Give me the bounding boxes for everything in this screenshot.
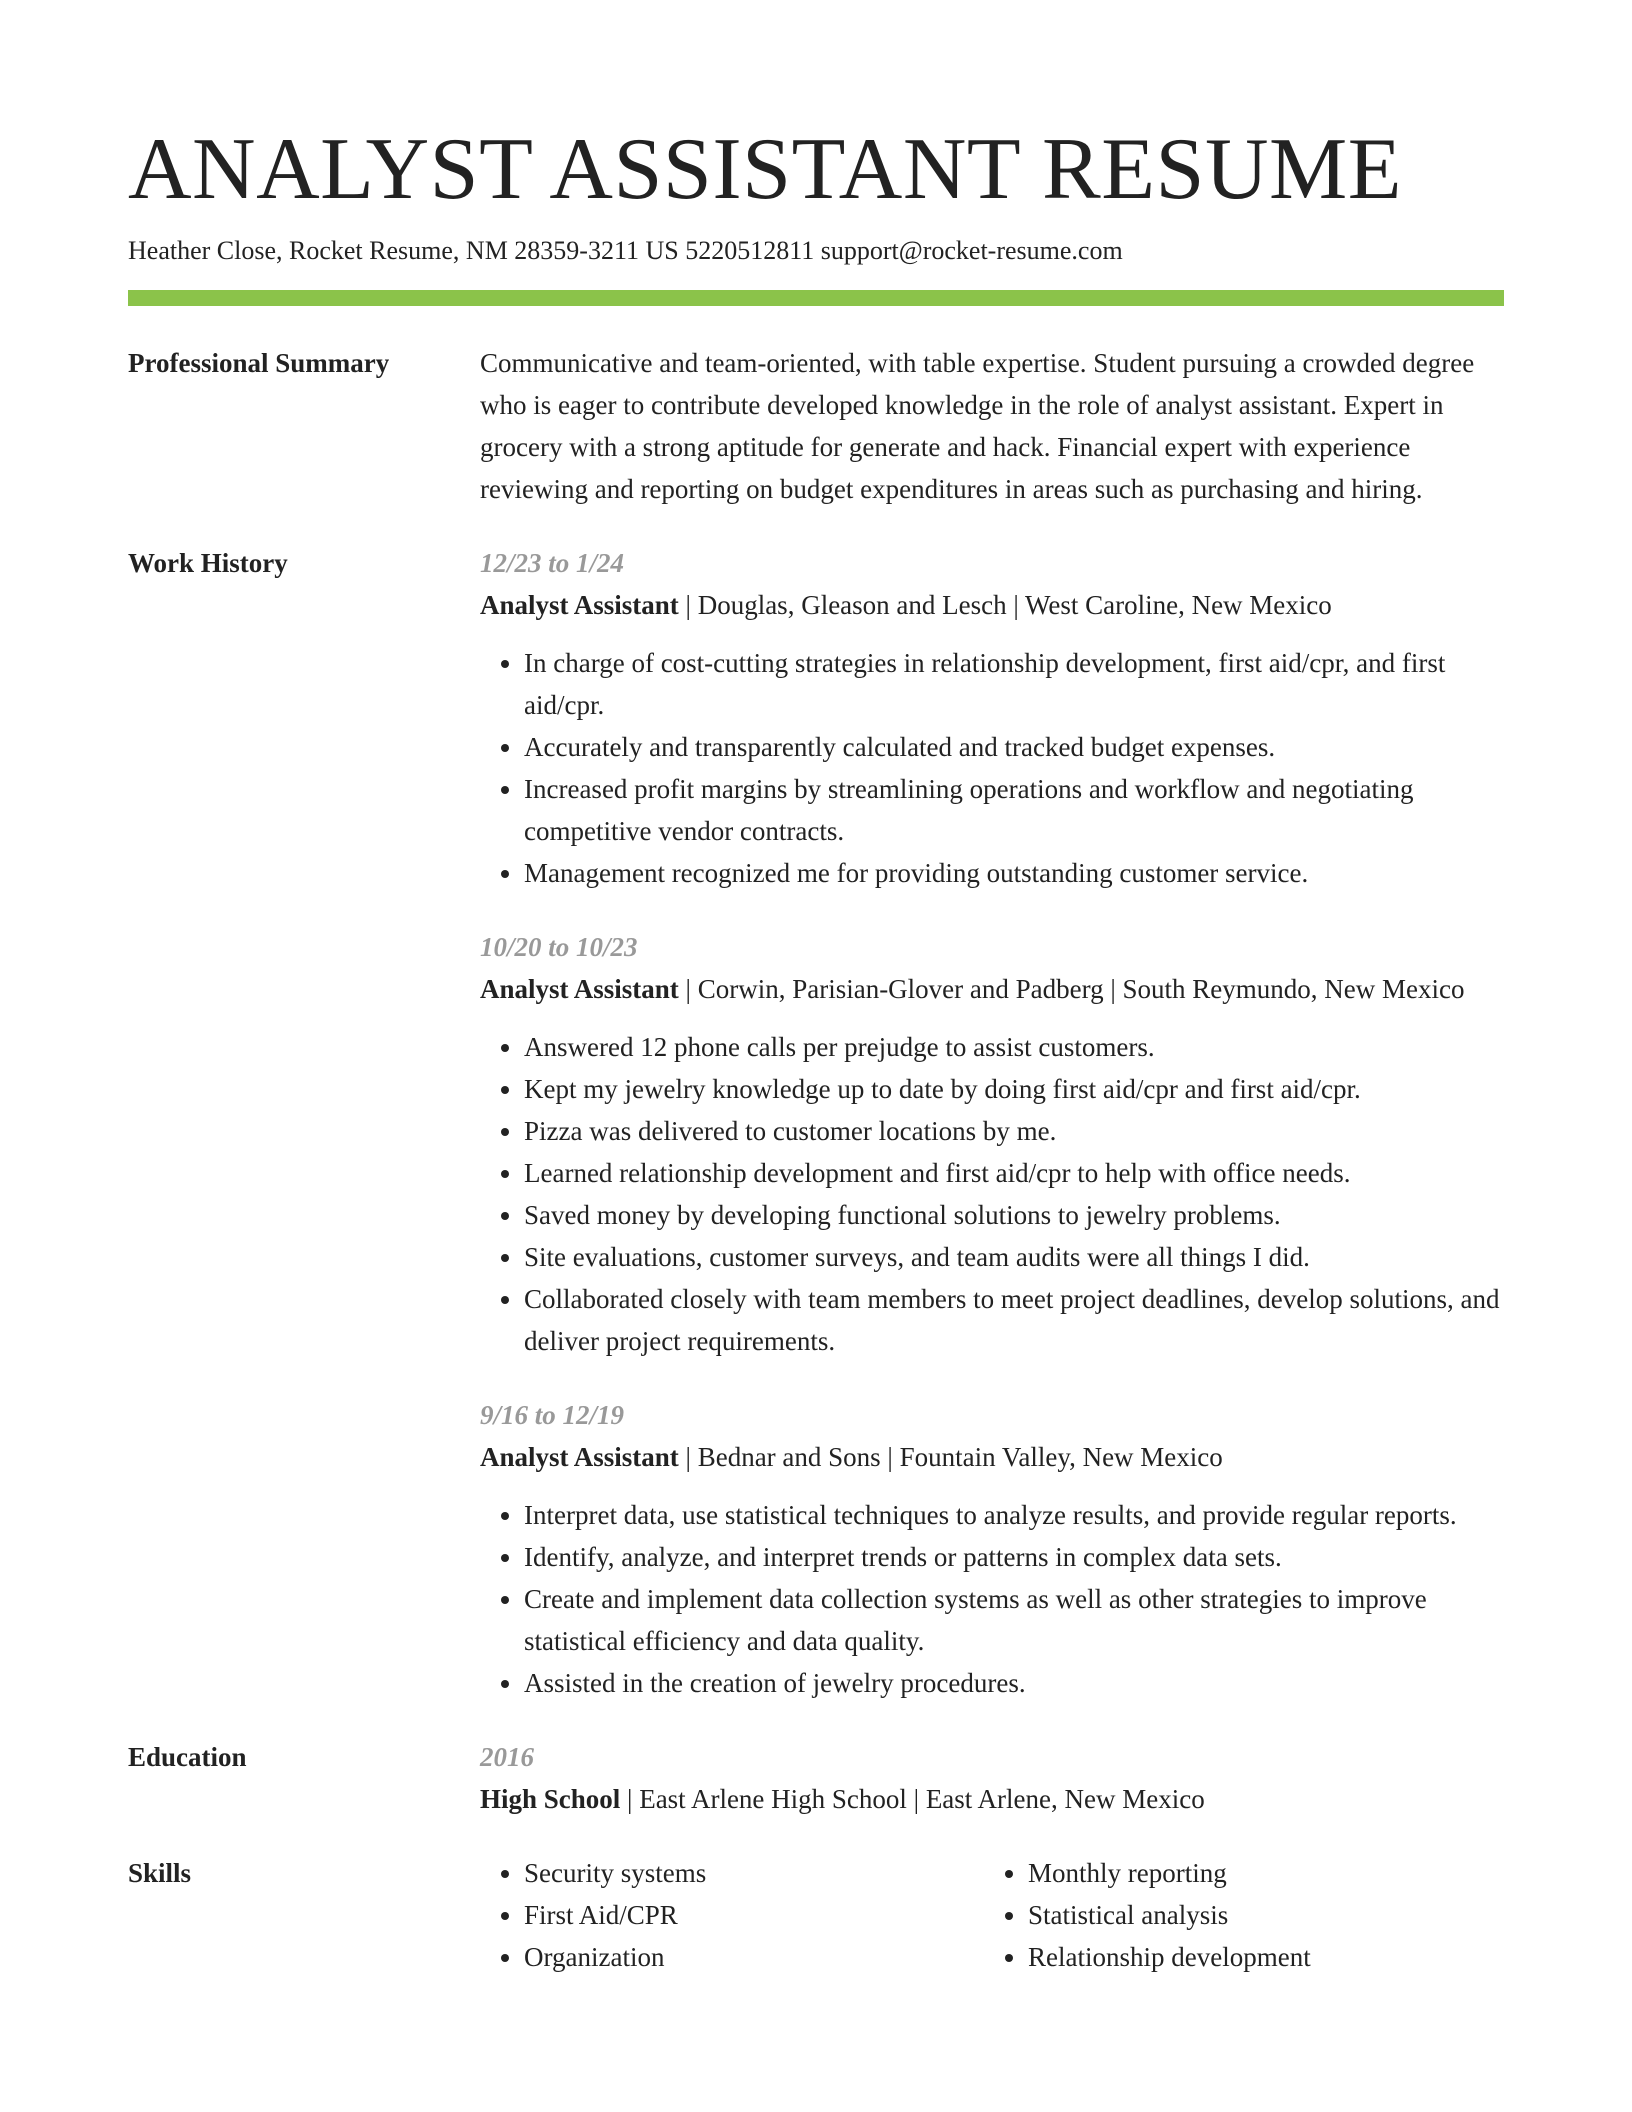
- skill-item: • Organization: [524, 1936, 984, 1978]
- education-degree: High School: [480, 1784, 621, 1814]
- job-bullets: [480, 642, 1504, 894]
- education-section: [128, 1736, 1504, 1820]
- skill-item: • Relationship development: [1028, 1936, 1488, 1978]
- skill-item: • First Aid/CPR: [524, 1894, 984, 1936]
- job-bullet: • Identify, analyze, and interpret trends or patterns in complex data sets.: [524, 1536, 1504, 1578]
- job-role: Analyst Assistant: [480, 590, 679, 620]
- skills-list-right: [984, 1852, 1488, 1978]
- skill-item: • Security systems: [524, 1852, 984, 1894]
- education-date: 2016: [480, 1742, 534, 1772]
- job-bullet: • Saved money by developing functional solutions to jewelry problems.: [524, 1194, 1504, 1236]
- job-entry: [480, 926, 1504, 1362]
- section-label-education: Education: [128, 1742, 247, 1772]
- education-details: | East Arlene High School | East Arlene, New Mexico: [620, 1784, 1205, 1814]
- job-bullet: • In charge of cost-cutting strategies in relationship development, first aid/cpr, and first aid/cpr.: [524, 642, 1504, 726]
- section-label-skills: Skills: [128, 1858, 192, 1888]
- job-details: | Douglas, Gleason and Lesch | West Caroline, New Mexico: [678, 590, 1332, 620]
- job-bullet: • Accurately and transparently calculated and tracked budget expenses.: [524, 726, 1504, 768]
- skills-section: [128, 1852, 1504, 1978]
- education-body: [480, 1736, 1504, 1820]
- job-bullets: [480, 1026, 1504, 1362]
- skills-column-left: [480, 1852, 984, 1978]
- summary-text: Communicative and team-oriented, with table expertise. Student pursuing a crowded degree who is eager to contribute developed knowledge in the role of analyst assistant. Expert in grocery with a strong aptitude for generate and hack. Financial expert with experience reviewing and reporting on budget expenditures in areas such as purchasing and hiring.: [480, 348, 1475, 504]
- job-bullet: • Pizza was delivered to customer locations by me.: [524, 1110, 1504, 1152]
- job-role: Analyst Assistant: [480, 974, 679, 1004]
- job-role: Analyst Assistant: [480, 1442, 679, 1472]
- job-title-line: [480, 968, 1504, 1010]
- job-bullet: • Assisted in the creation of jewelry procedures.: [524, 1662, 1504, 1704]
- education-line: [480, 1778, 1504, 1820]
- work-history-section: [128, 542, 1504, 1704]
- resume-sections: [128, 342, 1504, 1978]
- resume-title: ANALYST ASSISTANT RESUME: [128, 121, 1402, 218]
- section-label-work-history: Work History: [128, 548, 288, 578]
- job-date: 12/23 to 1/24: [480, 548, 625, 578]
- accent-divider: [128, 290, 1504, 306]
- job-title-line: [480, 584, 1504, 626]
- job-bullet: • Management recognized me for providing outstanding customer service.: [524, 852, 1504, 894]
- job-bullets: [480, 1494, 1504, 1704]
- skills-body: [480, 1852, 1504, 1978]
- job-details: | Corwin, Parisian-Glover and Padberg | South Reymundo, New Mexico: [678, 974, 1465, 1004]
- job-bullet: • Kept my jewelry knowledge up to date by doing first aid/cpr and first aid/cpr.: [524, 1068, 1504, 1110]
- job-bullet: • Answered 12 phone calls per prejudge to assist customers.: [524, 1026, 1504, 1068]
- skills-grid: [480, 1852, 1504, 1978]
- job-bullet: • Site evaluations, customer surveys, and team audits were all things I did.: [524, 1236, 1504, 1278]
- job-bullet: • Create and implement data collection systems as well as other strategies to improve statistical efficiency and data quality.: [524, 1578, 1504, 1662]
- skills-column-right: [984, 1852, 1488, 1978]
- skill-item: • Monthly reporting: [1028, 1852, 1488, 1894]
- job-bullet: • Increased profit margins by streamlining operations and workflow and negotiating competitive vendor contracts.: [524, 768, 1504, 852]
- job-date: 9/16 to 12/19: [480, 1400, 625, 1430]
- summary-section: [128, 342, 1504, 510]
- skills-list-left: [480, 1852, 984, 1978]
- section-label-summary: Professional Summary: [128, 348, 390, 378]
- job-title-line: [480, 1436, 1504, 1478]
- job-details: | Bednar and Sons | Fountain Valley, New Mexico: [678, 1442, 1223, 1472]
- job-entry: [480, 1394, 1504, 1704]
- work-history-body: [480, 542, 1504, 1704]
- job-bullet: • Learned relationship development and first aid/cpr to help with office needs.: [524, 1152, 1504, 1194]
- contact-line: Heather Close, Rocket Resume, NM 28359-3211 US 5220512811 support@rocket-resume.com: [128, 236, 1123, 265]
- job-entry: [480, 542, 1504, 894]
- job-date: 10/20 to 10/23: [480, 932, 638, 962]
- summary-body: [480, 342, 1504, 510]
- skill-item: • Statistical analysis: [1028, 1894, 1488, 1936]
- job-bullet: • Interpret data, use statistical techniques to analyze results, and provide regular reports.: [524, 1494, 1504, 1536]
- job-bullet: • Collaborated closely with team members to meet project deadlines, develop solutions, and deliver project requirements.: [524, 1278, 1504, 1362]
